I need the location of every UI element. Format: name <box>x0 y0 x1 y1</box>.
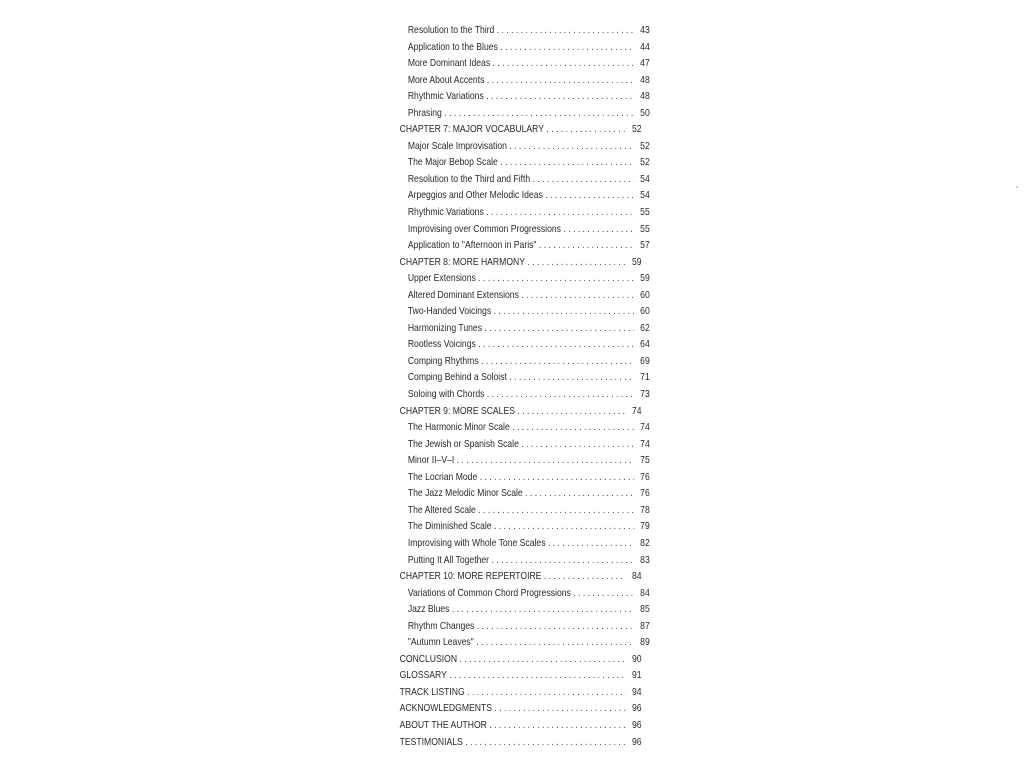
toc-section-entry <box>398 305 650 322</box>
toc-dot-leader <box>478 338 634 350</box>
toc-section-entry <box>398 388 650 405</box>
toc-entry-title: Rootless Voicings <box>407 338 476 351</box>
toc-entry-title: Upper Extensions <box>407 272 476 285</box>
toc-entry-page-number: 74 <box>640 437 650 450</box>
toc-entry-title: The Diminished Scale <box>407 520 492 533</box>
toc-entry-page-number: 54 <box>640 172 650 185</box>
toc-section-entry <box>398 620 650 637</box>
toc-chapter-entry <box>398 669 642 686</box>
toc-entry-page-number: 54 <box>640 189 650 202</box>
toc-entry-page-number: 47 <box>640 57 650 70</box>
toc-dot-leader <box>500 156 634 168</box>
toc-section-entry <box>398 107 650 124</box>
toc-entry-title: ACKNOWLEDGMENTS <box>399 702 492 715</box>
toc-entry-title: Improvising over Common Progressions <box>407 222 561 235</box>
toc-section-entry <box>398 239 650 256</box>
toc-chapter-entry <box>398 653 642 670</box>
toc-dot-leader <box>509 140 634 152</box>
toc-dot-leader <box>484 322 634 334</box>
toc-entry-page-number: 62 <box>640 321 650 334</box>
toc-entry-page-number: 84 <box>640 586 650 599</box>
toc-entry-title: Jazz Blues <box>407 603 450 616</box>
scan-speck <box>1016 186 1018 188</box>
toc-dot-leader <box>476 636 634 648</box>
toc-entry-page-number: 91 <box>631 669 642 682</box>
toc-entry-title: "Autumn Leaves" <box>407 636 474 649</box>
toc-dot-leader <box>444 107 634 119</box>
toc-section-entry <box>398 487 650 504</box>
toc-dot-leader <box>517 405 626 417</box>
toc-entry-page-number: 69 <box>640 354 650 367</box>
toc-dot-leader <box>489 719 626 731</box>
toc-entry-title: Resolution to the Third <box>407 24 495 36</box>
toc-dot-leader <box>548 537 634 549</box>
toc-dot-leader <box>492 554 635 566</box>
toc-dot-leader <box>521 289 634 301</box>
toc-entry-title: ABOUT THE AUTHOR <box>399 718 487 731</box>
toc-entry-title: The Jewish or Spanish Scale <box>407 437 519 450</box>
toc-entry-title: Rhythm Changes <box>407 619 475 632</box>
toc-entry-title: Harmonizing Tunes <box>407 321 483 334</box>
toc-dot-leader <box>487 388 634 400</box>
toc-entry-page-number: 52 <box>631 123 642 136</box>
toc-section-entry <box>398 338 650 355</box>
toc-section-entry <box>398 74 650 91</box>
toc-entry-page-number: 59 <box>640 272 650 285</box>
toc-entry-page-number: 90 <box>631 652 642 665</box>
toc-dot-leader <box>521 438 634 450</box>
toc-entry-title: Improvising with Whole Tone Scales <box>407 536 546 549</box>
toc-dot-leader <box>563 223 634 235</box>
toc-entry-title: Variations of Common Chord Progressions <box>407 586 571 599</box>
toc-dot-leader <box>494 520 634 532</box>
toc-chapter-entry <box>398 405 642 422</box>
toc-entry-title: More Dominant Ideas <box>407 57 491 70</box>
toc-entry-page-number: 64 <box>640 338 650 351</box>
toc-section-entry <box>398 57 650 74</box>
toc-entry-page-number: 60 <box>640 288 650 301</box>
toc-entry-page-number: 73 <box>640 388 650 401</box>
toc-entry-page-number: 84 <box>631 570 642 583</box>
toc-section-entry <box>398 355 650 372</box>
toc-dot-leader <box>457 454 634 466</box>
toc-dot-leader <box>525 487 634 499</box>
toc-section-entry <box>398 90 650 107</box>
toc-entry-page-number: 75 <box>640 454 650 467</box>
toc-entry-title: Altered Dominant Extensions <box>407 288 519 301</box>
toc-chapter-entry <box>398 123 642 140</box>
toc-entry-title: CONCLUSION <box>399 652 458 665</box>
toc-entry-page-number: 55 <box>640 222 650 235</box>
toc-section-entry <box>398 520 650 537</box>
toc-entry-title: Application to "Afternoon in Paris" <box>407 239 537 252</box>
toc-entry-title: Minor II–V–I <box>407 454 455 467</box>
toc-dot-leader <box>533 173 634 185</box>
toc-section-entry <box>398 603 650 620</box>
toc-entry-page-number: 85 <box>640 603 650 616</box>
toc-section-entry <box>398 140 650 157</box>
table-of-contents <box>398 24 650 752</box>
toc-dot-leader <box>527 256 626 268</box>
toc-section-entry <box>398 554 650 571</box>
toc-entry-page-number: 76 <box>640 487 650 500</box>
toc-dot-leader <box>546 123 626 135</box>
toc-section-entry <box>398 156 650 173</box>
toc-entry-page-number: 87 <box>640 619 650 632</box>
toc-entry-page-number: 74 <box>631 404 642 417</box>
toc-entry-title: Putting It All Together <box>407 553 490 566</box>
toc-dot-leader <box>545 189 634 201</box>
toc-section-entry <box>398 454 650 471</box>
toc-dot-leader <box>494 702 626 714</box>
toc-entry-title: GLOSSARY <box>399 669 447 682</box>
toc-dot-leader <box>449 669 626 681</box>
toc-entry-page-number: 44 <box>640 40 650 53</box>
toc-entry-page-number: 55 <box>640 206 650 219</box>
toc-entry-page-number: 96 <box>631 718 642 731</box>
toc-entry-title: CHAPTER 7: MAJOR VOCABULARY <box>399 123 544 136</box>
toc-section-entry <box>398 272 650 289</box>
toc-section-entry <box>398 322 650 339</box>
toc-section-entry <box>398 587 650 604</box>
toc-section-entry <box>398 206 650 223</box>
toc-entry-page-number: 83 <box>640 553 650 566</box>
toc-entry-title: The Altered Scale <box>407 503 476 516</box>
toc-section-entry <box>398 289 650 306</box>
toc-dot-leader <box>494 305 635 317</box>
toc-dot-leader <box>493 57 635 69</box>
toc-entry-title: CHAPTER 8: MORE HARMONY <box>399 255 525 268</box>
toc-entry-page-number: 52 <box>640 139 650 152</box>
toc-entry-page-number: 48 <box>640 90 650 103</box>
toc-entry-page-number: 94 <box>631 685 642 698</box>
toc-entry-page-number: 60 <box>640 305 650 318</box>
toc-dot-leader <box>512 421 634 433</box>
toc-entry-page-number: 48 <box>640 73 650 86</box>
toc-dot-leader <box>497 24 634 36</box>
toc-entry-title: CHAPTER 10: MORE REPERTOIRE <box>399 570 542 583</box>
toc-dot-leader <box>509 371 634 383</box>
toc-section-entry <box>398 421 650 438</box>
toc-entry-title: Two-Handed Voicings <box>407 305 492 318</box>
toc-dot-leader <box>486 90 634 102</box>
toc-entry-page-number: 76 <box>640 470 650 483</box>
toc-entry-title: The Locrian Mode <box>407 470 478 483</box>
toc-entry-title: Rhythmic Variations <box>407 206 484 219</box>
toc-entry-title: TRACK LISTING <box>399 685 465 698</box>
toc-entry-title: The Jazz Melodic Minor Scale <box>407 487 523 500</box>
toc-chapter-entry <box>398 719 642 736</box>
toc-dot-leader <box>465 736 626 748</box>
toc-dot-leader <box>486 206 634 218</box>
toc-entry-title: More About Accents <box>407 73 485 86</box>
toc-entry-page-number: 71 <box>640 371 650 384</box>
toc-dot-leader <box>467 686 626 698</box>
toc-chapter-entry <box>398 736 642 753</box>
toc-section-entry <box>398 173 650 190</box>
toc-section-entry <box>398 189 650 206</box>
toc-dot-leader <box>539 239 634 251</box>
toc-chapter-entry <box>398 570 642 587</box>
toc-entry-title: TESTIMONIALS <box>399 735 463 748</box>
toc-dot-leader <box>481 355 634 367</box>
toc-entry-page-number: 96 <box>631 702 642 715</box>
toc-entry-page-number: 79 <box>640 520 650 533</box>
toc-dot-leader <box>478 504 634 516</box>
toc-chapter-entry <box>398 256 642 273</box>
toc-dot-leader <box>452 603 634 615</box>
toc-entry-page-number: 50 <box>640 106 650 119</box>
toc-entry-title: Arpeggios and Other Melodic Ideas <box>407 189 543 202</box>
toc-section-entry <box>398 41 650 58</box>
toc-section-entry <box>398 471 650 488</box>
toc-entry-title: Soloing with Chords <box>407 388 485 401</box>
toc-section-entry <box>398 537 650 554</box>
toc-entry-page-number: 52 <box>640 156 650 169</box>
toc-entry-page-number: 96 <box>631 735 642 748</box>
toc-entry-title: Major Scale Improvisation <box>407 139 507 152</box>
toc-entry-title: Phrasing <box>407 106 442 119</box>
toc-entry-title: CHAPTER 9: MORE SCALES <box>399 404 515 417</box>
toc-dot-leader <box>478 272 634 284</box>
toc-dot-leader <box>544 570 626 582</box>
toc-entry-title: Rhythmic Variations <box>407 90 484 103</box>
toc-entry-page-number: 89 <box>640 636 650 649</box>
toc-dot-leader <box>573 587 634 599</box>
toc-dot-leader <box>500 41 634 53</box>
toc-entry-page-number: 74 <box>640 421 650 434</box>
toc-entry-page-number: 59 <box>631 255 642 268</box>
toc-entry-title: Resolution to the Third and Fifth <box>407 172 531 185</box>
toc-entry-page-number: 82 <box>640 536 650 549</box>
toc-entry-page-number: 57 <box>640 239 650 252</box>
toc-entry-title: Comping Rhythms <box>407 354 479 367</box>
toc-dot-leader <box>477 620 634 632</box>
toc-section-entry <box>398 24 650 41</box>
toc-section-entry <box>398 438 650 455</box>
toc-section-entry <box>398 223 650 240</box>
toc-entry-title: Comping Behind a Soloist <box>407 371 507 384</box>
toc-entry-title: The Major Bebop Scale <box>407 156 498 169</box>
toc-entry-title: Application to the Blues <box>407 40 498 53</box>
toc-chapter-entry <box>398 686 642 703</box>
toc-entry-title: The Harmonic Minor Scale <box>407 421 510 434</box>
toc-section-entry <box>398 371 650 388</box>
toc-dot-leader <box>480 471 634 483</box>
toc-entry-page-number: 43 <box>640 24 650 36</box>
toc-section-entry <box>398 504 650 521</box>
toc-dot-leader <box>460 653 626 665</box>
toc-entry-page-number: 78 <box>640 503 650 516</box>
toc-section-entry <box>398 636 650 653</box>
toc-dot-leader <box>487 74 634 86</box>
toc-chapter-entry <box>398 702 642 719</box>
